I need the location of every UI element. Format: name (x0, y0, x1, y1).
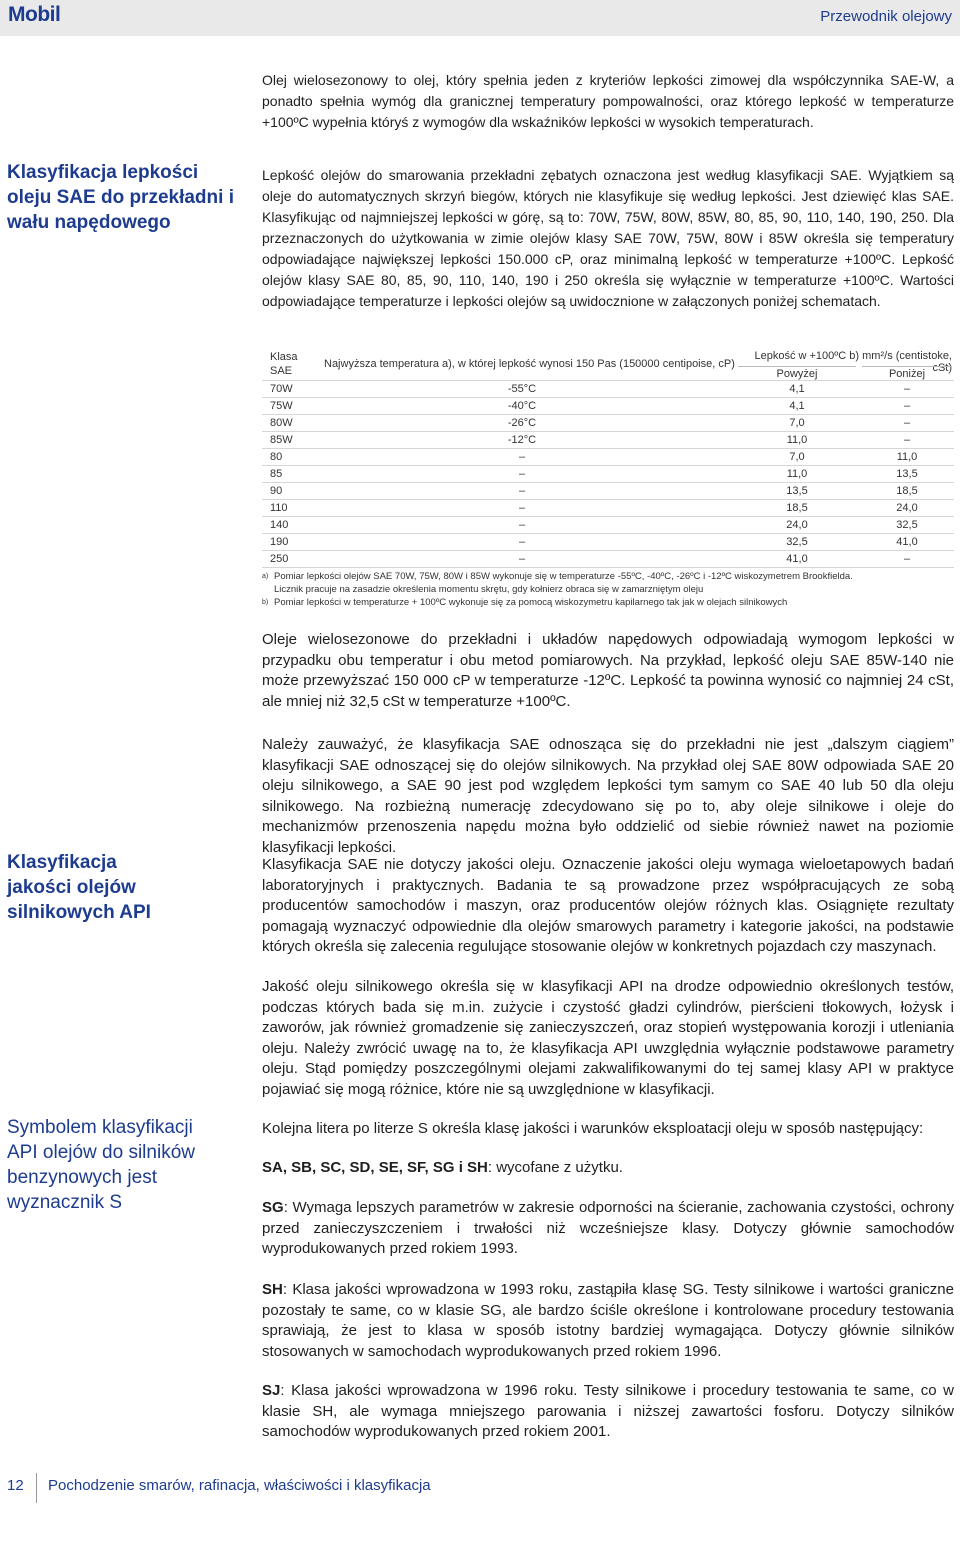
header-temp: Najwyższa temperatura a), w której lepkość wynosi 150 Pas (150000 centipoise, cP) (324, 358, 735, 370)
footer-chapter-title: Pochodzenie smarów, rafinacja, właściwości i klasyfikacja (48, 1477, 431, 1494)
table-row (262, 533, 954, 550)
paragraph-multigrade-gear: Oleje wielosezonowe do przekładni i układów napędowych odpowiadają wymogom lepkości w przypadku obu temperatur i obu metod pomiarowych. Na przykład, lepkość oleju SAE 85W-140 nie może przewyższać 150 000 cP w temperaturze -12ºC. Lepkość ta powinna wynosić co najmniej 24 cSt, ale mniej niż 32,5 cSt w temperaturze +100ºC. (262, 631, 954, 710)
paragraph-sae-quality: Klasyfikacja SAE nie dotyczy jakości oleju. Oznaczenie jakości oleju wymaga wieloetapowych badań laboratoryjnych i praktycznych. Badania te są prowadzone przez współpracujących ze sobą producentów samochodów i maszyn, oraz producentów olejów różnych klas. Osiągnięte rezultaty pomagają wyznaczyć odpowiednie dla olejów smarowych parametry i kategorie jakości, na podstawie których określa się zalecenia regulujące stosowanie olejów w konkretnych pojazdach czy maszynach. (262, 856, 954, 955)
cell-powyzej: 18,5 (786, 502, 808, 514)
table-row (262, 499, 954, 516)
table-footnotes (262, 570, 853, 609)
footnote-a-text: Pomiar lepkości olejów SAE 70W, 75W, 80W i 85W wykonuje się w temperaturze -55ºC, -40ºC, -26ºC i -12ºC wiskozymetrem Brookfielda. (274, 571, 853, 582)
cell-temp: -40°C (507, 400, 537, 412)
paragraph-sh (262, 1280, 954, 1362)
table-row (262, 516, 954, 533)
sg-label: SG (262, 1199, 284, 1216)
cell-powyzej: 24,0 (786, 519, 808, 531)
cell-ponizej: 24,0 (896, 502, 918, 514)
cell-klasa: 80 (270, 451, 283, 463)
cell-powyzej: 7,0 (789, 417, 805, 429)
cell-klasa: 90 (270, 485, 283, 497)
header-powyzej: Powyżej (738, 366, 856, 380)
sae-viscosity-table (262, 350, 954, 568)
paragraph-sae-note: Należy zauważyć, że klasyfikacja SAE odnosząca się do przekładni nie jest „dalszym ciągiem” klasyfikacji SAE odnoszącej się do olejów silnikowych. Na przykład olej SAE 80W odpowiada SAE 20 oleju silnikowego, a SAE 90 jest pod względem lepkości tym samym co SAE 40 lub 50 dla oleju silnikowego. Na rozbieżną numerację zdecydowano się po to, aby oleje silnikowe i oleje do mechanizmów przenoszenia napędu można było oddzielić od siebie również nawet na poziomie klasyfikacji lepkości. (262, 736, 954, 856)
header-ponizej: Poniżej (862, 366, 952, 380)
cell-ponizej: – (903, 553, 911, 565)
header-bar (0, 0, 960, 36)
cell-powyzej: 41,0 (786, 553, 808, 565)
footnote-a (262, 570, 853, 583)
paragraph-api-quality: Jakość oleju silnikowego określa się w klasyfikacji API na drodze odpowiednio określonych testów, podczas których bada się m.in. zużycie i czystość gładzi cylindrów, pierścieni tłokowych, łożysk i zaworów, jak również gromadzenie się zanieczyszczeń, oraz stopień występowania korozji i utleniania oleju. Należy zwrócić uwagę na to, że klasyfikacja API uwzględnia wyłącznie podstawowe parametry oleju. Stąd pomiędzy poszczególnymi olejami zakwalifikowanymi do tej samej klasy API w praktyce pojawiać się mogą różnice, które nie są uwzględnione w klasyfikacji. (262, 978, 954, 1098)
table-row (262, 482, 954, 499)
mobil-logo (8, 3, 60, 27)
cell-ponizej: 11,0 (896, 451, 918, 463)
withdrawn-text: : wycofane z użytku. (487, 1159, 623, 1176)
cell-temp: – (518, 553, 526, 565)
withdrawn-classes: SA, SB, SC, SD, SE, SF, SG i SH (262, 1159, 488, 1176)
sj-label: SJ (262, 1382, 281, 1399)
section-heading-sae: Klasyfikacja lepkości oleju SAE do przekładni i wału napędowego (7, 162, 234, 233)
cell-temp: – (518, 519, 526, 531)
cell-klasa: 85 (270, 468, 283, 480)
page-number: 12 (7, 1477, 24, 1494)
cell-temp: -55°C (507, 383, 537, 395)
paragraph-multigrade: Olej wielosezonowy to olej, który spełnia jeden z kryteriów lepkości zimowej dla współczynnika SAE-W, a ponadto spełnia wymóg dla granicznej temperatury pompowalności, oraz którego lepkość w temperaturze +100ºC wypełnia któryś z wymogów dla wskaźników lepkości w wysokich temperaturach. (262, 72, 954, 130)
cell-ponizej: – (903, 383, 911, 395)
table-row (262, 397, 954, 414)
logo-text: Mobil (8, 3, 61, 26)
sj-text: : Klasa jakości wprowadzona w 1996 roku. Testy silnikowe i procedury testowania te same, co w klasie SH, ale wymaga mniejszego parowania i niższej zawartości fosforu. Dotyczy silników samochodów wyprodukowanych przed rokiem 2001. (262, 1382, 954, 1440)
footer-divider (36, 1473, 37, 1503)
cell-klasa: 190 (270, 536, 289, 548)
table-header (262, 350, 954, 380)
cell-klasa: 70W (270, 383, 293, 395)
cell-temp: – (518, 485, 526, 497)
cell-powyzej: 11,0 (786, 468, 808, 480)
cell-ponizej: – (903, 400, 911, 412)
cell-powyzej: 32,5 (786, 536, 808, 548)
cell-ponizej: 13,5 (896, 468, 918, 480)
cell-klasa: 110 (270, 502, 288, 514)
paragraph-api-letters: Kolejna litera po literze S określa klasę jakości i warunków eksploatacji oleju w sposób następujący: (262, 1120, 924, 1137)
cell-powyzej: 4,1 (789, 383, 805, 395)
header-klasa: Klasa SAE (270, 351, 298, 377)
cell-temp: – (518, 451, 526, 463)
paragraph-sg (262, 1198, 954, 1260)
paragraph-gear-oil: Lepkość olejów do smarowania przekładni zębatych oznaczona jest według klasyfikacji SAE. Wyjątkiem są oleje do automatycznych skrzyń biegów, których nie klasyfikuje się według lepkości. Jest dziewięć klas SAE. Klasyfikując od najmniejszej lepkości w górę, są to: 70W, 75W, 80W, 85W, 80, 85, 90, 110, 140, 190, 250. Dla przeznaczonych do użytkowania w zimie olejów klasy SAE 70W, 75W, 80W i 85W określa się temperatury odpowiadające największej lepkości 150.000 cP, oraz minimalną lepkość w temperaturze +100ºC. Lepkość olejów klasy SAE 80, 85, 90, 110, 140, 190 i 250 określa się wyłącznie w temperaturze +100ºC. Wartości odpowiadające temperaturze i lepkości olejów są uwidocznione w załączonych poniżej schematach. (262, 167, 954, 309)
cell-temp: – (518, 468, 526, 480)
footnote-a-mark: a) (262, 573, 269, 580)
footnote-b-text: Pomiar lepkości w temperaturze + 100ºC wykonuje się za pomocą wiskozymetru kapilarnego tak jak w olejach silnikowych (274, 597, 788, 608)
footnote-a-text2: Licznik pracuje na zasadzie określenia momentu skrętu, gdy kołnierz obraca się w zamarzniętym oleju (274, 584, 704, 595)
sh-label: SH (262, 1281, 283, 1298)
table-row (262, 550, 954, 568)
cell-klasa: 140 (270, 519, 289, 531)
footnote-b-mark: b) (262, 599, 269, 606)
cell-powyzej: 13,5 (786, 485, 808, 497)
table-body (262, 380, 954, 568)
cell-klasa: 80W (270, 417, 293, 429)
section-heading-api: Klasyfikacja jakości olejów silnikowych API (7, 852, 151, 923)
cell-powyzej: 4,1 (789, 400, 805, 412)
cell-powyzej: 7,0 (789, 451, 805, 463)
footnote-a2 (262, 583, 853, 596)
cell-ponizej: – (903, 417, 911, 429)
cell-powyzej: 11,0 (786, 434, 808, 446)
paragraph-withdrawn (262, 1158, 954, 1179)
table-row (262, 465, 954, 482)
header-title: Przewodnik olejowy (820, 8, 952, 25)
cell-ponizej: – (903, 434, 911, 446)
cell-temp: -12°C (507, 434, 537, 446)
cell-ponizej: 18,5 (896, 485, 918, 497)
cell-ponizej: 41,0 (896, 536, 918, 548)
cell-temp: -26°C (507, 417, 537, 429)
table-row (262, 448, 954, 465)
cell-temp: – (518, 502, 526, 514)
sg-text: : Wymaga lepszych parametrów w zakresie odporności na ścieranie, zachowania czystości, ochrony przed zanieczyszczeniem i trwałości niż wcześniejsze klasy. Dotyczy głównie samochodów wyprodukowanych przed rokiem 1993. (262, 1199, 954, 1257)
table-row (262, 414, 954, 431)
table-row (262, 431, 954, 448)
cell-ponizej: 32,5 (896, 519, 918, 531)
section-note-api: Symbolem klasyfikacji API olejów do silników benzynowych jest wyznacznik S (7, 1117, 195, 1213)
cell-klasa: 75W (270, 400, 293, 412)
footnote-b (262, 596, 853, 609)
paragraph-sj (262, 1381, 954, 1443)
cell-temp: – (518, 536, 526, 548)
table-row (262, 380, 954, 397)
header-lepkosc: Lepkość w +100ºC b) mm²/s (centistoke, cSt) (754, 350, 952, 374)
sh-text: : Klasa jakości wprowadzona w 1993 roku, zastąpiła klasę SG. Testy silnikowe i wartości graniczne pozostały te same, co w klasie SG, ale bardzo ściśle określone i kontrolowane procedury testowania sprawiają, że jest to klasa w sposób istotny bardziej wymagająca. Dotyczy głównie silników stosowanych w samochodach wyprodukowanych przed rokiem 1996. (262, 1281, 954, 1360)
cell-klasa: 85W (270, 434, 293, 446)
cell-klasa: 250 (270, 553, 289, 565)
